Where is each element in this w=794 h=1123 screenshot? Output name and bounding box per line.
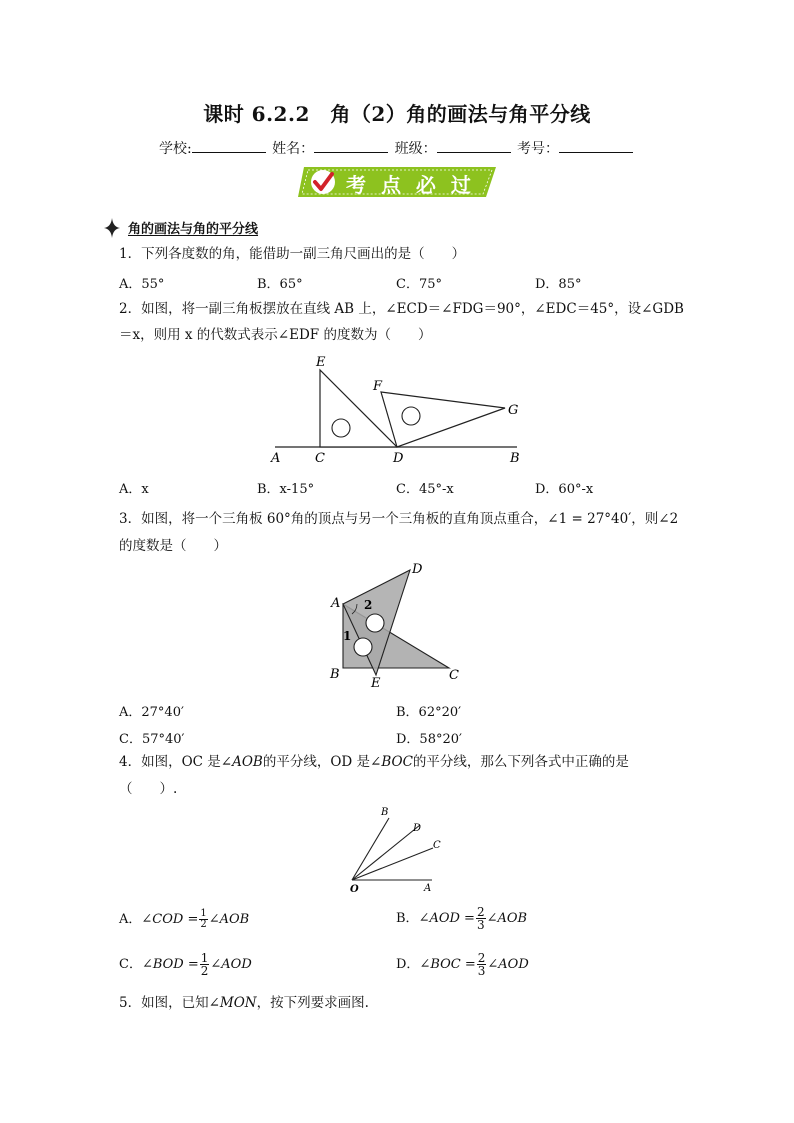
q3-option-c[interactable]: C．57°40′ xyxy=(119,732,185,747)
q2-label-f: F xyxy=(373,379,383,394)
q3-option-a[interactable]: A．27°40′ xyxy=(119,705,184,720)
q2-label-e: E xyxy=(316,355,326,370)
q4-label-o: O xyxy=(350,884,359,895)
banner-text: 考 点 必 过 xyxy=(346,173,475,197)
question-4-line-2: （ ）. xyxy=(119,781,178,797)
exam-number-label: 考号： xyxy=(517,141,560,157)
question-4-line-1 xyxy=(119,752,629,772)
question-3-line-1: 3．如图，将一个三角板 60°角的顶点与另一个三角板的直角顶点重合，∠1 = 27°40′，则∠2 xyxy=(119,511,679,527)
q3-label-b: B xyxy=(330,667,340,682)
q1-option-b[interactable]: B．65° xyxy=(257,277,303,292)
q4-option-b[interactable]: B．∠AOD = $\frac{2}{3}$ ∠AOB xyxy=(396,905,528,932)
question-1-text: 1．下列各度数的角，能借助一副三角尺画出的是（ ） xyxy=(119,246,466,262)
page-title: 课时 6.2.2 角（2）角的画法与角平分线 xyxy=(203,102,591,126)
section-title: 角的画法与角的平分线 xyxy=(128,222,259,237)
q2-option-c[interactable]: C．45°-x xyxy=(396,482,454,497)
q4-angle-boc: ∠BOC xyxy=(370,754,413,770)
q2-option-a[interactable]: A．x xyxy=(119,482,149,497)
q3-label-d: D xyxy=(412,562,423,577)
q1-option-c[interactable]: C．75° xyxy=(396,277,442,292)
q1-option-d[interactable]: D．85° xyxy=(535,277,582,292)
q3-label-angle-1: 1 xyxy=(343,629,352,643)
q4-text-b: 的平分线，OD 是 xyxy=(262,754,371,770)
q3-option-d[interactable]: D．58°20′ xyxy=(396,732,462,747)
q4-label-a: A xyxy=(424,883,432,894)
banner xyxy=(298,165,498,199)
question-3-line-2: 的度数是（ ） xyxy=(119,538,227,554)
q2-label-b: B xyxy=(510,451,520,466)
q4-option-c[interactable]: C．∠BOD = $\frac{1}{2}$ ∠AOD xyxy=(119,951,252,978)
school-blank[interactable] xyxy=(192,140,266,153)
q2-figure xyxy=(268,352,530,468)
q3-label-a: A xyxy=(331,596,341,611)
student-info-fields xyxy=(0,138,794,158)
q3-label-c: C xyxy=(449,668,459,683)
q4-label-c: C xyxy=(433,840,441,851)
class-label: 班级： xyxy=(394,141,437,157)
class-blank[interactable] xyxy=(437,140,511,153)
sparkle-icon xyxy=(104,218,120,242)
q4-figure xyxy=(342,800,442,896)
q4-angle-aob: ∠AOB xyxy=(220,754,263,770)
name-blank[interactable] xyxy=(314,140,388,153)
q3-label-e: E xyxy=(371,676,381,691)
question-2-line-1: 2．如图，将一副三角板摆放在直线 AB 上，∠ECD＝∠FDG＝90°，∠EDC＝45°，设∠GDB xyxy=(119,301,684,317)
question-2-line-2: ＝x，则用 x 的代数式表示∠EDF 的度数为（ ） xyxy=(119,327,432,343)
q2-label-g: G xyxy=(508,403,519,418)
q4-label-d: D xyxy=(413,823,422,834)
q3-label-angle-2: 2 xyxy=(364,598,373,612)
q4-option-a[interactable]: A．∠COD = $\frac{1}{2}$ ∠AOB xyxy=(119,908,250,930)
checkmark-icon xyxy=(311,170,335,194)
q2-label-d: D xyxy=(393,451,404,466)
q1-option-a[interactable]: A．55° xyxy=(119,277,165,292)
q3-option-b[interactable]: B．62°20′ xyxy=(396,705,462,720)
question-5-text: 5．如图，已知∠MON，按下列要求画图. xyxy=(119,995,369,1011)
q4-text-c: 的平分线，那么下列各式中正确的是 xyxy=(412,754,629,770)
q2-label-c: C xyxy=(315,451,325,466)
q3-figure xyxy=(325,558,465,692)
q4-label-b: B xyxy=(381,807,389,818)
school-label: 学校: xyxy=(158,141,192,157)
exam-number-blank[interactable] xyxy=(559,140,633,153)
q4-text-a: 4．如图，OC 是 xyxy=(119,754,221,770)
name-label: 姓名： xyxy=(272,141,315,157)
q2-option-d[interactable]: D．60°-x xyxy=(535,482,594,497)
q2-label-a: A xyxy=(271,451,281,466)
q2-option-b[interactable]: B．x-15° xyxy=(257,482,315,497)
q4-option-d[interactable]: D．∠BOC = $\frac{2}{3}$ ∠AOD xyxy=(396,951,529,978)
